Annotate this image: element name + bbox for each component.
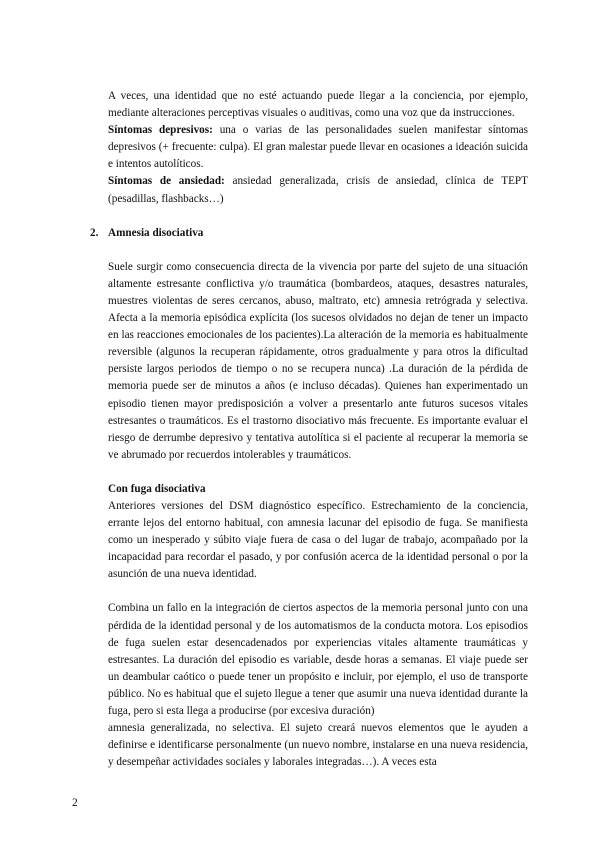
paragraph-intro: A veces, una identidad que no esté actuando puede llegar a la conciencia, por ejemplo, mediante alteraciones perceptivas visuales o auditivas, como una voz que da instrucciones. [108, 90, 528, 120]
text-sintomas-depresivos: una o varias de las personalidades suelen manifestar síntomas depresivos (+ frecuente: culpa). El gran malestar puede llevar en ocasiones a ideación suicida e intentos autolíticos. [108, 124, 528, 171]
section-title: Amnesia disociativa [108, 226, 204, 239]
paragraph-amnesia: Suele surgir como consecuencia directa de la vivencia por parte del sujeto de una situación altamente estresante conflictiva y/o traumática (bombardeos, ataques, desastres naturales, muestres violentas de seres cercanos, abuso, maltrato, etc) amnesia retrógrada y selectiva. Afecta a la memoria episódica explícita (los sucesos olvidados no dejan de tener un impacto en las reacciones emocionales de los pacientes).La alteración de la memoria es habitualmente reversible (algunos la recuperan rápidamente, otros gradualmente y para otros la dificultad persiste largos periodos de tiempo o no se recupera nunca) .La duración de la pérdida de memoria puede ser de minutos a años (e incluso décadas). Quienes han experimentado un episodio tienen mayor predisposición a volver a presentarlo ante futuros sucesos vitales estresantes o traumáticos. Es el trastorno disociativo más frecuente. Es importante evaluar el riesgo de derrumbe depresivo y tentativa autolítica si el paciente al recuperar la memoria se ve abrumado por recuerdos intolerables y traumáticos. [108, 260, 528, 461]
paragraph-fuga-1: Anteriores versiones del DSM diagnóstico específico. Estrechamiento de la conciencia, errante lejos del entorno habitual, con amnesia lacunar del episodio de fuga. Se manifiesta como un inesperado y súbito viaje fuera de casa o del lugar de trabajo, acompañado por la incapacidad para recordar el pasado, y por confusión acerca de la identidad personal o por la asunción de una nueva identidad. [108, 499, 528, 581]
paragraph-sintomas-depresivos [108, 122, 528, 173]
label-sintomas-depresivos: Síntomas depresivos: [108, 124, 213, 137]
label-sintomas-ansiedad: Síntomas de ansiedad: [108, 175, 225, 188]
section-number: 2. [90, 226, 99, 239]
page-number: 2 [72, 797, 78, 809]
paragraph-fuga-3: amnesia generalizada, no selectiva. El sujeto creará nuevos elementos que le ayuden a definirse e identificarse personalmente (un nuevo nombre, instalarse en una nueva residencia, y desempeñar actividades sociales y laborales integradas…). A veces esta [108, 722, 528, 769]
paragraph-fuga-2: Combina un fallo en la integración de ciertos aspectos de la memoria personal junto con una pérdida de la identidad personal y de los automatismos de la conducta motora. Los episodios de fuga suelen estar desencadenados por experiencias vitales altamente traumáticas y estresantes. La duración del episodio es variable, desde horas a semanas. El viaje puede ser un deambular caótico o puede tener un propósito e incluir, por ejemplo, el uso de transporte público. No es habitual que el sujeto llegue a tener que asumir una nueva identidad durante la fuga, pero si esta llega a producirse (por excesiva duración) [108, 602, 528, 717]
text-sintomas-ansiedad: ansiedad generalizada, crisis de ansiedad, clínica de TEPT (pesadillas, flashbacks…) [108, 175, 528, 205]
paragraph-sintomas-ansiedad [108, 173, 528, 207]
body-column [90, 88, 528, 771]
subheading-fuga: Con fuga disociativa [108, 482, 206, 495]
section-heading-amnesia [90, 225, 528, 242]
